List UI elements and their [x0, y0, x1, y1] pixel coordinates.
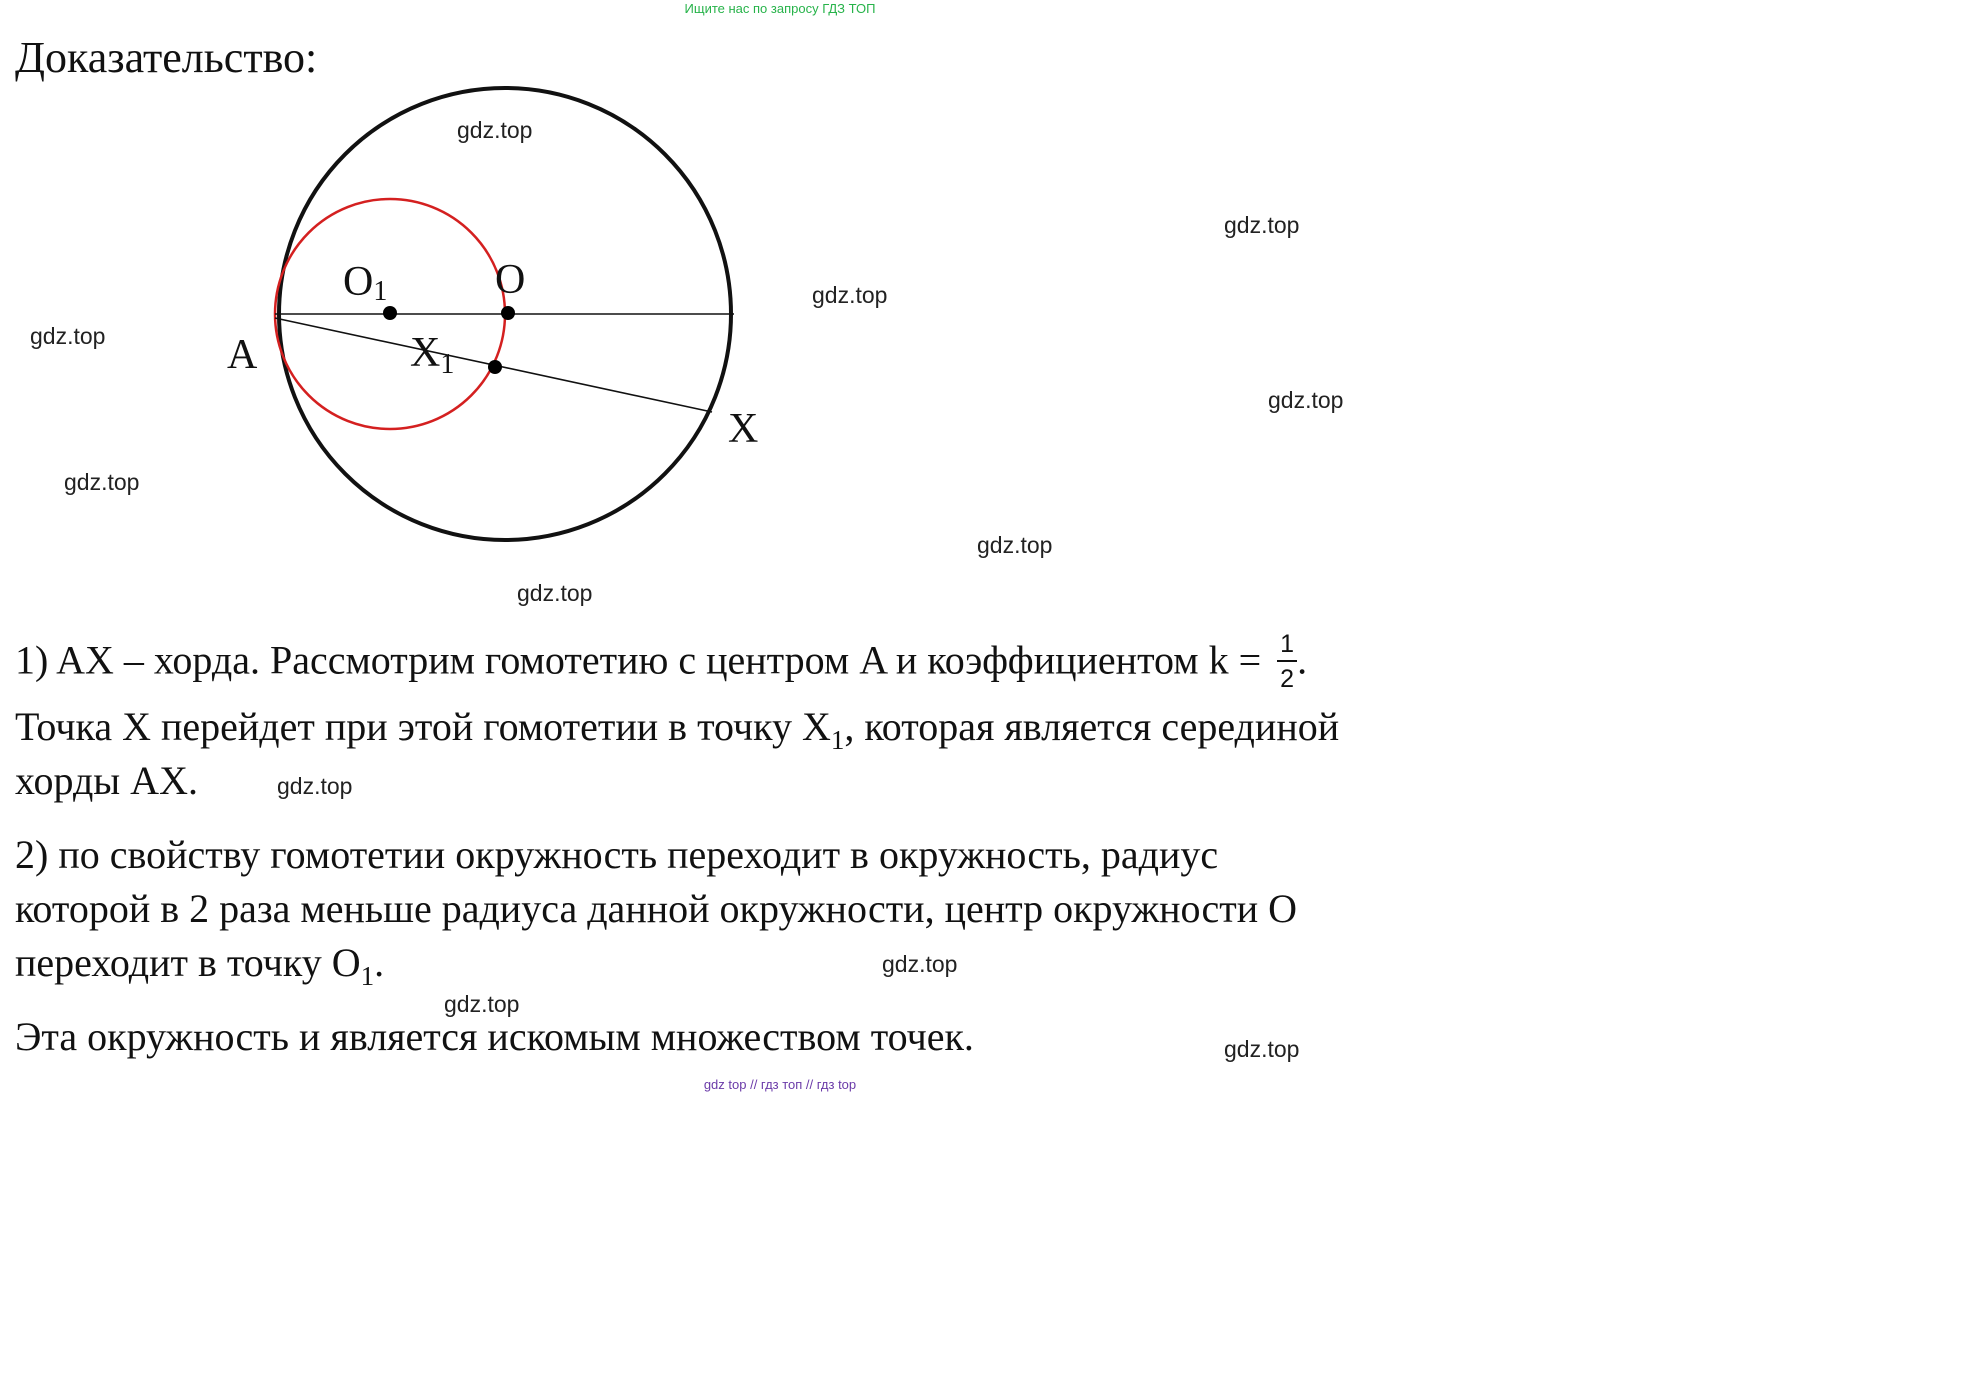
step1-line2-b: , которая является серединой	[844, 704, 1340, 749]
watermark: gdz.top	[1224, 1036, 1300, 1062]
coefficient-fraction	[1277, 630, 1297, 693]
step2-line2-text: которой в 2 раза меньше радиуса данной окружности, центр окружности O	[15, 886, 1298, 931]
watermark: gdz.top	[977, 532, 1053, 558]
watermark: gdz.top	[444, 991, 520, 1017]
step2-line1-text: 2) по свойству гомотетии окружность переходит в окружность, радиус	[15, 832, 1219, 877]
step1-line1-text: 1) AX – хорда. Рассмотрим гомотетию с центром A и коэффициентом k =	[15, 637, 1272, 683]
label-x1-sub: 1	[440, 349, 455, 380]
homothety-diagram	[0, 0, 1560, 620]
step1-line2-sub: 1	[830, 725, 845, 755]
watermark: gdz.top	[64, 469, 140, 495]
step1-line1-end: .	[1297, 637, 1308, 683]
fraction-numerator: 1	[1280, 630, 1295, 658]
label-o: O	[495, 257, 526, 303]
step2-line2	[15, 882, 1297, 936]
step1-line2	[15, 700, 1339, 758]
point-x1	[488, 360, 502, 374]
step2-line3-a: переходит в точку O	[15, 940, 361, 985]
point-o	[501, 306, 515, 320]
search-hint-banner: Ищите нас по запросу ГДЗ ТОП	[684, 1, 876, 16]
step2-line1	[15, 828, 1218, 882]
fraction-bar	[1277, 660, 1297, 662]
label-x1-main: X	[410, 330, 441, 376]
label-o1-sub: 1	[373, 276, 388, 307]
watermark: gdz.top	[517, 580, 593, 606]
step2-line3	[15, 936, 384, 994]
watermark: gdz.top	[882, 951, 958, 977]
label-o1	[343, 259, 387, 307]
label-x1	[410, 330, 454, 380]
watermark: gdz.top	[277, 773, 353, 799]
label-o1-main: O	[343, 259, 374, 305]
conclusion: Эта окружность и является искомым множеством точек.	[15, 1014, 974, 1059]
step1-line3	[15, 754, 198, 808]
step1-line3-text: хорды AX.	[15, 758, 198, 803]
watermark: gdz.top	[457, 117, 533, 143]
proof-heading: Доказательство:	[15, 33, 318, 82]
point-o1	[383, 306, 397, 320]
watermark: gdz.top	[1268, 387, 1344, 413]
footer-links: gdz top // гдз топ // гдз top	[703, 1077, 857, 1092]
label-x: X	[728, 406, 759, 452]
step2-line3-sub: 1	[360, 961, 375, 991]
fraction-denominator: 2	[1280, 665, 1295, 693]
label-a: A	[227, 332, 258, 378]
step1-line2-a: Точка X перейдет при этой гомотетии в точку X	[15, 704, 831, 749]
watermark: gdz.top	[1224, 212, 1300, 238]
watermark: gdz.top	[30, 323, 106, 349]
step2-line3-b: .	[374, 940, 385, 985]
watermark: gdz.top	[812, 282, 888, 308]
step1-line1	[15, 630, 1308, 696]
